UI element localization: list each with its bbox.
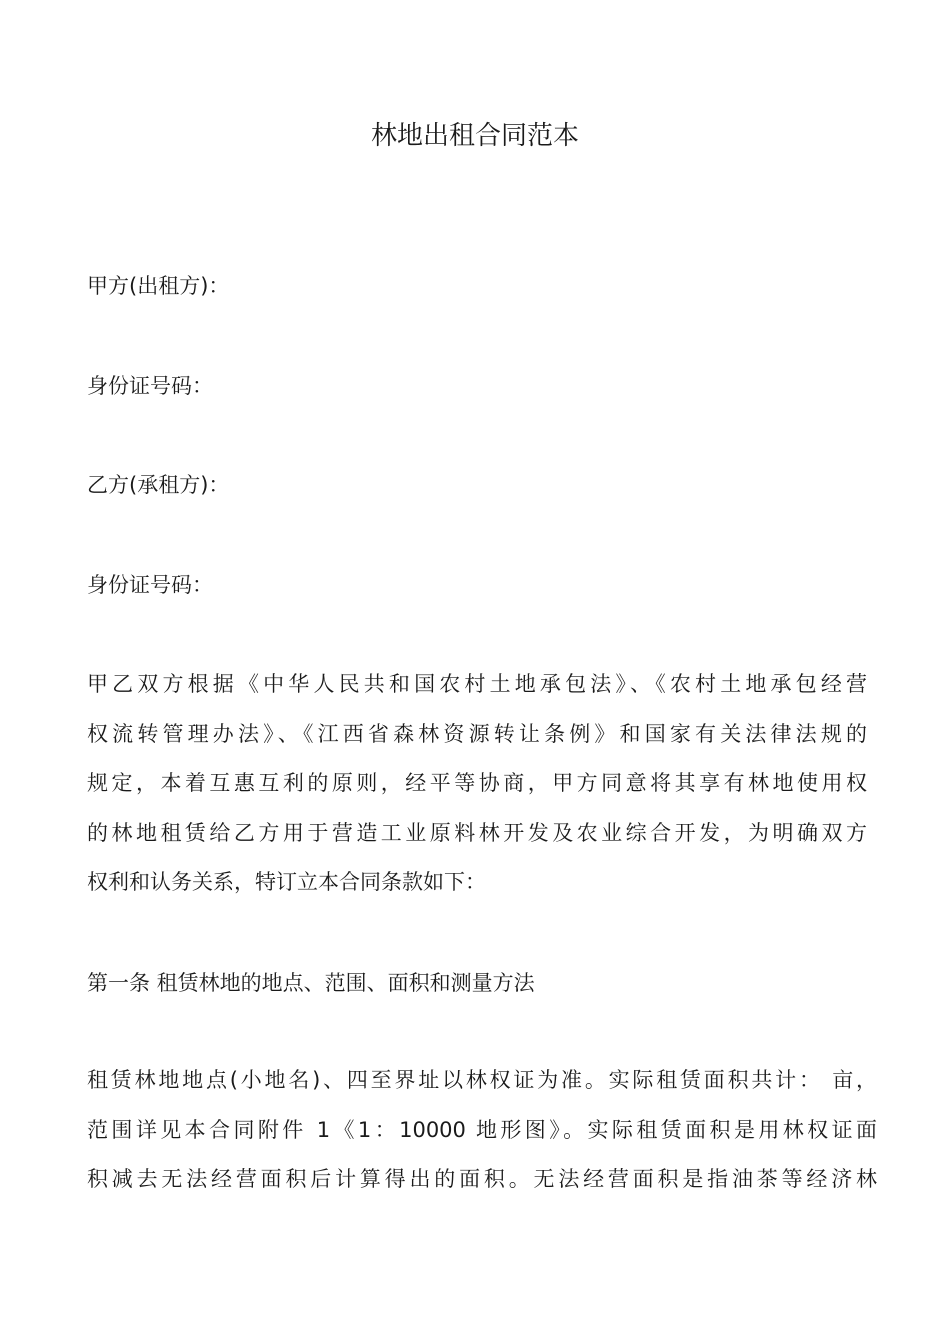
article-1-heading: 第一条 租赁林地的地点、范围、面积和测量方法	[87, 971, 535, 995]
preamble-paragraph	[87, 660, 867, 908]
preamble-line: 权流转管理办法》、《江西省森林资源转让条例》和国家有关法律法规的	[87, 721, 867, 746]
article-1-line: 积减去无法经营面积后计算得出的面积。无法经营面积是指油茶等经济林	[87, 1167, 877, 1191]
article-1-line: 租赁林地地点(小地名)、四至界址以林权证为准。实际租赁面积共计： 亩，	[87, 1068, 877, 1092]
document-title: 林地出租合同范本	[370, 121, 579, 151]
party-b-field: 乙方(承租方)：	[87, 473, 230, 497]
article-1-line: 范围详见本合同附件 1《1：10000 地形图》。实际租赁面积是用林权证面	[87, 1117, 877, 1142]
party-a-id-field: 身份证号码：	[87, 374, 213, 398]
preamble-line: 的林地租赁给乙方用于营造工业原料林开发及农业综合开发，为明确双方	[87, 820, 867, 845]
preamble-line: 规定，本着互惠互利的原则，经平等协商，甲方同意将其享有林地使用权	[87, 771, 867, 795]
article-1-paragraph	[87, 1056, 877, 1205]
preamble-line: 权利和认务关系，特订立本合同条款如下：	[87, 870, 486, 894]
party-a-field: 甲方(出租方)：	[87, 274, 230, 298]
preamble-line: 甲乙双方根据《中华人民共和国农村土地承包法》、《农村土地承包经营	[87, 672, 867, 696]
party-b-id-field: 身份证号码：	[87, 573, 213, 597]
